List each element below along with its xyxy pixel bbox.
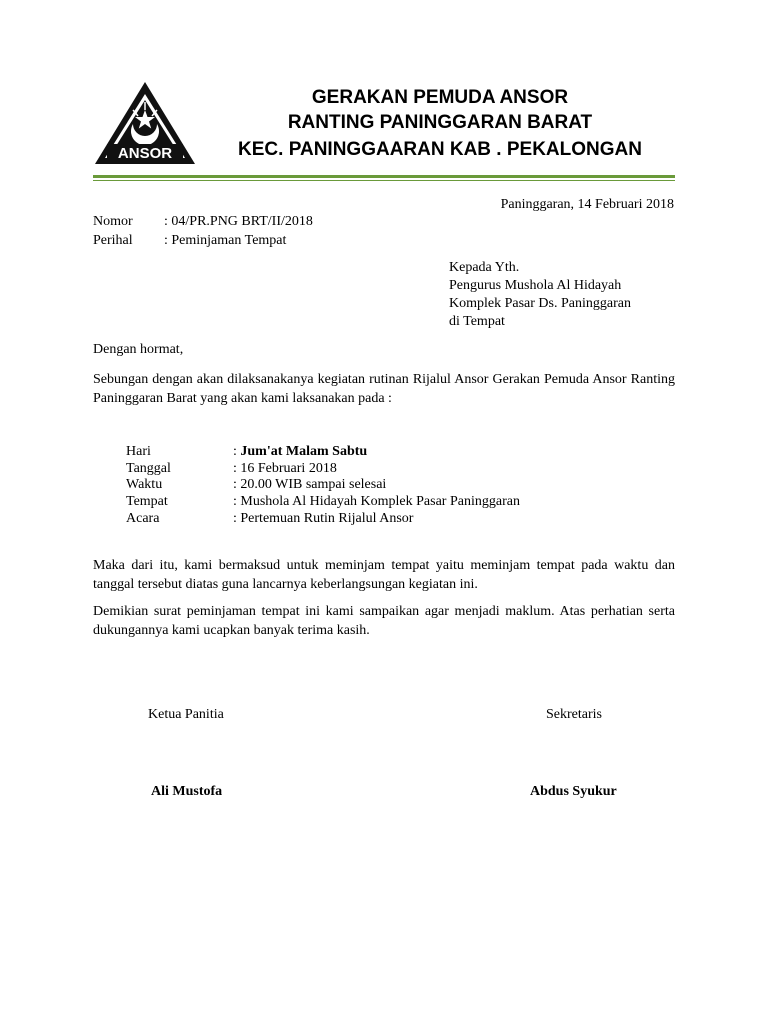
- detail-label: Hari: [126, 444, 151, 459]
- detail-value: : 20.00 WIB sampai selesai: [233, 477, 387, 492]
- perihal-label: Perihal: [93, 233, 133, 248]
- detail-value: : Jum'at Malam Sabtu: [233, 444, 368, 459]
- recipient-line: di Tempat: [449, 314, 505, 329]
- recipient-line: Komplek Pasar Ds. Paninggaran: [449, 296, 631, 311]
- purpose-paragraph: Maka dari itu, kami bermaksud untuk meminjam tempat yaitu meminjam tempat pada waktu dan tanggal tersebut diatas guna lancarnya keberlangsungan kegiatan ini.: [93, 558, 675, 592]
- place-date: Paninggaran, 14 Februari 2018: [500, 197, 674, 212]
- intro-paragraph: Sebungan dengan akan dilaksanakanya kegiatan rutinan Rijalul Ansor Gerakan Pemuda Ansor Ranting Paninggaran Barat yang akan kami laksanakan pada :: [93, 372, 675, 406]
- nomor-value: : 04/PR.PNG BRT/II/2018: [164, 214, 313, 229]
- org-name-line3: KEC. PANINGGAARAN KAB . PEKALONGAN: [238, 139, 642, 160]
- detail-label: Tempat: [126, 494, 168, 509]
- detail-label: Waktu: [126, 477, 163, 492]
- perihal-value: : Peminjaman Tempat: [164, 233, 287, 248]
- header-divider: [93, 175, 675, 178]
- signer-left-name: Ali Mustofa: [151, 784, 223, 799]
- closing-paragraph: Demikian surat peminjaman tempat ini kami sampaikan agar menjadi maklum. Atas perhatian serta dukungannya kami ucapkan banyak terima kasih.: [93, 604, 675, 638]
- detail-label: Acara: [126, 511, 160, 526]
- logo-text: ANSOR: [117, 145, 173, 162]
- org-name-line1: GERAKAN PEMUDA ANSOR: [311, 87, 569, 108]
- nomor-label: Nomor: [93, 214, 133, 229]
- detail-value: : Pertemuan Rutin Rijalul Ansor: [233, 511, 414, 526]
- signer-right-name: Abdus Syukur: [530, 784, 617, 799]
- header-divider-thin: [93, 180, 675, 181]
- signer-right-title: Sekretaris: [546, 707, 602, 722]
- ansor-logo-icon: [93, 80, 197, 168]
- signer-left-title: Ketua Panitia: [148, 707, 224, 722]
- recipient-line: Kepada Yth.: [449, 260, 520, 275]
- recipient-line: Pengurus Mushola Al Hidayah: [449, 278, 622, 293]
- detail-value: : Mushola Al Hidayah Komplek Pasar Paninggaran: [233, 494, 520, 509]
- detail-label: Tanggal: [126, 461, 171, 476]
- org-name-line2: RANTING PANINGGARAN BARAT: [287, 112, 593, 133]
- greeting: Dengan hormat,: [93, 342, 184, 357]
- detail-value: : 16 Februari 2018: [233, 461, 337, 476]
